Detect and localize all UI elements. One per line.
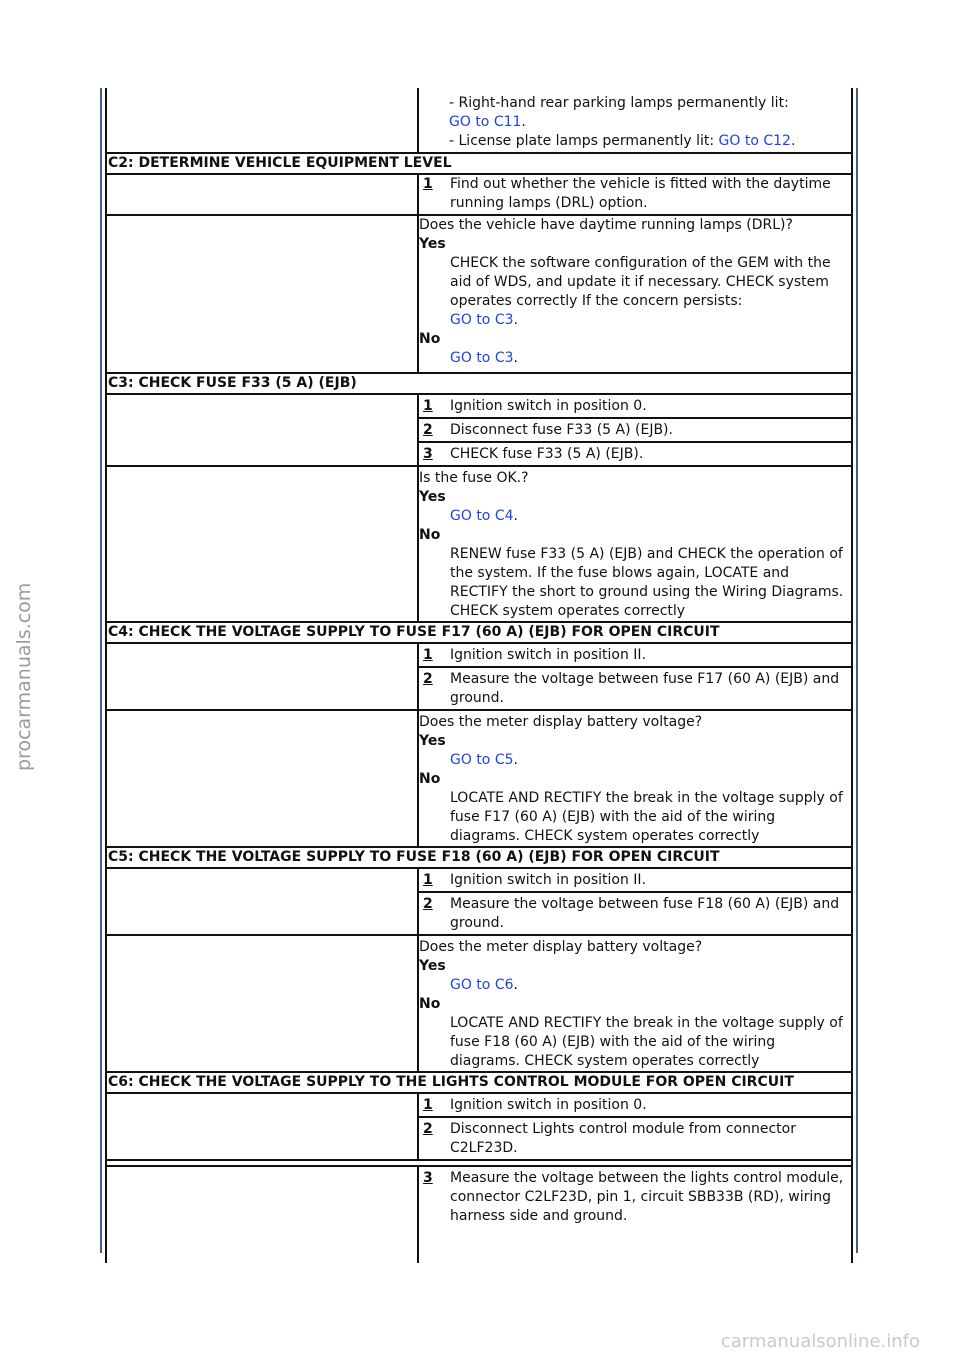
- c5-step-1: 1 Ignition switch in position II.: [419, 869, 851, 893]
- step-number: 3: [423, 446, 433, 462]
- c4-header: C4: CHECK THE VOLTAGE SUPPLY TO FUSE F17 (60 A) (EJB) FOR OPEN CIRCUIT: [107, 623, 851, 644]
- c5-step-2: 2 Measure the voltage between fuse F18 (60 A) (EJB) and ground.: [423, 896, 840, 931]
- c3-no-text: RENEW fuse F33 (5 A) (EJB) and CHECK the operation of the system. If the fuse blows again, LOCATE and RECTIFY the short to ground using the Wiring Diagrams. CHECK system operates correctly: [450, 546, 844, 619]
- top-line-1: - Right-hand rear parking lamps permanently lit:: [449, 95, 789, 111]
- c5-header: C5: CHECK THE VOLTAGE SUPPLY TO FUSE F18 (60 A) (EJB) FOR OPEN CIRCUIT: [107, 848, 851, 869]
- c5-yes-label: Yes: [419, 958, 446, 974]
- go-to-c12-link[interactable]: GO to C12: [718, 133, 791, 149]
- c3-question: Is the fuse OK.?: [419, 470, 529, 486]
- c2-step-1: 1 Find out whether the vehicle is fitted with the daytime running lamps (DRL) option.: [423, 176, 831, 211]
- top-line-2: - License plate lamps permanently lit: GO to C12.: [449, 133, 796, 149]
- c4-no-text: LOCATE AND RECTIFY the break in the voltage supply of fuse F17 (60 A) (EJB) with the aid of the wiring diagrams. CHECK system operates correctly: [450, 790, 843, 844]
- side-watermark: [2, 575, 42, 775]
- c5-no-label: No: [419, 996, 441, 1012]
- c2-question: Does the vehicle have daytime running lamps (DRL)?: [419, 217, 793, 233]
- left-page-rule: [100, 88, 102, 1253]
- right-page-rule: [856, 88, 858, 1253]
- c2-no-label: No: [419, 331, 441, 347]
- section-c5: C5: CHECK THE VOLTAGE SUPPLY TO FUSE F18 (60 A) (EJB) FOR OPEN CIRCUIT 1 Ignition switch in position II. 2 Measure the voltage between fuse F18 (60 A) (EJB) and ground. Does the meter display battery voltage? Yes GO to C6. No LOCATE AND RECTIFY the break in the voltage supply of fuse F18 (60 A) (EJB) with the aid of the wiring diagrams. CHECK system operates correctly: [105, 848, 853, 1073]
- c3-no-label: No: [419, 527, 441, 543]
- c4-go-to-c5-link[interactable]: GO to C5: [450, 752, 514, 768]
- section-c2: [105, 152, 853, 374]
- c2-yes-text: CHECK the software configuration of the GEM with the aid of WDS, and update it if necessary. CHECK system operates correctly If the concern persists:: [450, 255, 831, 309]
- c4-no-label: No: [419, 771, 441, 787]
- c3-step-3: 3 CHECK fuse F33 (5 A) (EJB).: [423, 446, 644, 462]
- c6-step-2: 2 Disconnect Lights control module from connector C2LF23D.: [423, 1121, 796, 1156]
- footer-watermark: carmanualsonline.info: [720, 1331, 920, 1352]
- c4-yes-label: Yes: [419, 733, 446, 749]
- diagnostic-document: [105, 88, 853, 1263]
- section-c3: C3: CHECK FUSE F33 (5 A) (EJB) 1 Ignition switch in position 0. 2 Disconnect fuse F33 (5 A) (EJB). 3 CHECK fuse F33 (5 A) (EJB). Is the fuse OK.? Yes GO to C4. No RENEW fuse F33 (5 A) (EJB) and CHECK the operation of the system. If the fuse blows again, LOCATE and RECTIFY the short to ground using the Wiring Diagrams. CHECK system operates correctly: [105, 374, 853, 623]
- top-line-1-link-row: GO to C11.: [449, 114, 526, 130]
- c2-no-go-to-c3-link[interactable]: GO to C3: [450, 350, 514, 366]
- top-row-right: [419, 88, 851, 152]
- c2-yes-label: Yes: [419, 236, 446, 252]
- c2-go-to-c3-link[interactable]: GO to C3: [450, 312, 514, 328]
- c5-question: Does the meter display battery voltage?: [419, 939, 703, 955]
- c2-header: C2: DETERMINE VEHICLE EQUIPMENT LEVEL: [107, 154, 851, 175]
- go-to-c11-link[interactable]: GO to C11: [449, 114, 522, 130]
- c3-step-2: 2 Disconnect fuse F33 (5 A) (EJB).: [419, 419, 851, 443]
- c4-question: Does the meter display battery voltage?: [419, 714, 703, 730]
- section-c6: [105, 1073, 853, 1263]
- step-number: 1: [423, 1097, 433, 1113]
- step-number: 2: [423, 422, 433, 438]
- c3-go-to-c4-link[interactable]: GO to C4: [450, 508, 514, 524]
- step-number: 1: [423, 647, 433, 663]
- c3-yes-label: Yes: [419, 489, 446, 505]
- c2-answer-row: Does the vehicle have daytime running lamps (DRL)? Yes CHECK the software configuration of the GEM with the aid of WDS, and update it if necessary. CHECK system operates correctly If the concern persists: GO to C3. No GO to C3.: [107, 216, 851, 374]
- c6-step-1: 1 Ignition switch in position 0.: [419, 1094, 851, 1118]
- step-number: 1: [423, 176, 433, 192]
- c6-header: C6: CHECK THE VOLTAGE SUPPLY TO THE LIGHTS CONTROL MODULE FOR OPEN CIRCUIT: [107, 1073, 851, 1094]
- c5-no-text: LOCATE AND RECTIFY the break in the voltage supply of fuse F18 (60 A) (EJB) with the aid of the wiring diagrams. CHECK system operates correctly: [450, 1015, 843, 1069]
- c2-step-row: [107, 175, 851, 216]
- c5-go-to-c6-link[interactable]: GO to C6: [450, 977, 514, 993]
- c6-step-3: 3 Measure the voltage between the lights control module, connector C2LF23D, pin 1, circuit SBB33B (RD), wiring harness side and ground.: [423, 1170, 844, 1224]
- c4-step-2: 2 Measure the voltage between fuse F17 (60 A) (EJB) and ground.: [423, 671, 840, 706]
- c3-header: C3: CHECK FUSE F33 (5 A) (EJB): [107, 374, 851, 395]
- step-number: 2: [423, 671, 433, 687]
- watermark-text: procarmanuals.com: [13, 582, 35, 771]
- step-number: 2: [423, 896, 433, 912]
- c4-step-1: 1 Ignition switch in position II.: [419, 644, 851, 668]
- step-number: 1: [423, 398, 433, 414]
- top-row: [105, 88, 853, 152]
- section-c4: C4: CHECK THE VOLTAGE SUPPLY TO FUSE F17 (60 A) (EJB) FOR OPEN CIRCUIT 1 Ignition switch in position II. 2 Measure the voltage between fuse F17 (60 A) (EJB) and ground. Does the meter display battery voltage? Yes GO to C5. No LOCATE AND RECTIFY the break in the voltage supply of fuse F17 (60 A) (EJB) with the aid of the wiring diagrams. CHECK system operates correctly: [105, 623, 853, 848]
- step-number: 2: [423, 1121, 433, 1137]
- step-number: 3: [423, 1170, 433, 1186]
- step-number: 1: [423, 872, 433, 888]
- top-row-left: [107, 88, 419, 152]
- c3-step-1: 1 Ignition switch in position 0.: [419, 395, 851, 419]
